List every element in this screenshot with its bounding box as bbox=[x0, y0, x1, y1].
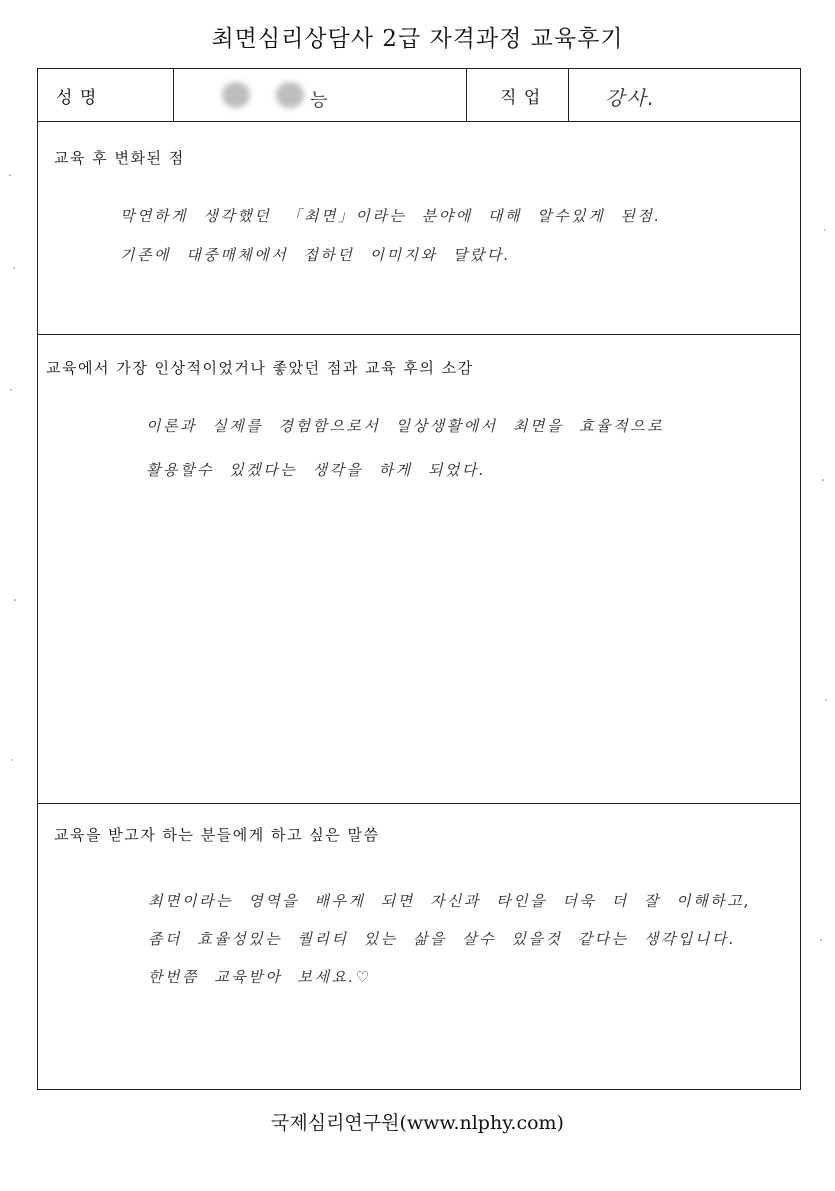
redaction-blur bbox=[276, 82, 304, 108]
section-impressions bbox=[38, 335, 800, 804]
job-label: 직 업 bbox=[500, 88, 542, 108]
section-message bbox=[38, 804, 800, 1088]
job-label-cell bbox=[467, 69, 569, 121]
name-label-cell bbox=[38, 69, 174, 121]
name-label: 성 명 bbox=[56, 88, 98, 108]
redacted-name bbox=[222, 82, 328, 111]
name-value-cell bbox=[174, 69, 467, 121]
info-row bbox=[38, 69, 800, 122]
section-label: 교육을 받고자 하는 분들에게 하고 싶은 말씀 bbox=[54, 826, 380, 844]
section-label: 교육에서 가장 인상적이었거나 좋았던 점과 교육 후의 소감 bbox=[46, 359, 474, 377]
section-changes bbox=[38, 121, 800, 335]
job-value-cell bbox=[569, 69, 802, 121]
page-title: 최면심리상담사 2급 자격과정 교육후기 bbox=[211, 26, 624, 52]
review-form bbox=[37, 68, 801, 1090]
handwritten-line: 한번쯤 교육받아 보세요.♡ bbox=[148, 968, 372, 986]
name-value: 능 bbox=[310, 90, 328, 111]
handwritten-line: 기존에 대중매체에서 접하던 이미지와 달랐다. bbox=[120, 246, 512, 264]
handwritten-line: 활용할수 있겠다는 생각을 하게 되었다. bbox=[146, 461, 487, 479]
handwritten-line: 좀더 효율성있는 퀄리티 있는 삶을 살수 있을것 같다는 생각입니다. bbox=[148, 930, 737, 948]
handwritten-line: 막연하게 생각했던 「최면」이라는 분야에 대해 알수있게 된점. bbox=[120, 207, 662, 225]
handwritten-line: 최면이라는 영역을 배우게 되면 자신과 타인을 더욱 더 잘 이해하고, bbox=[148, 892, 752, 910]
handwritten-line: 이론과 실제를 경험함으로서 일상생활에서 최면을 효율적으로 bbox=[146, 417, 665, 435]
footer-organization: 국제심리연구원(www.nlphy.com) bbox=[271, 1112, 564, 1134]
redaction-blur bbox=[222, 82, 250, 108]
job-value: 강사. bbox=[605, 86, 656, 110]
section-label: 교육 후 변화된 점 bbox=[54, 149, 185, 167]
